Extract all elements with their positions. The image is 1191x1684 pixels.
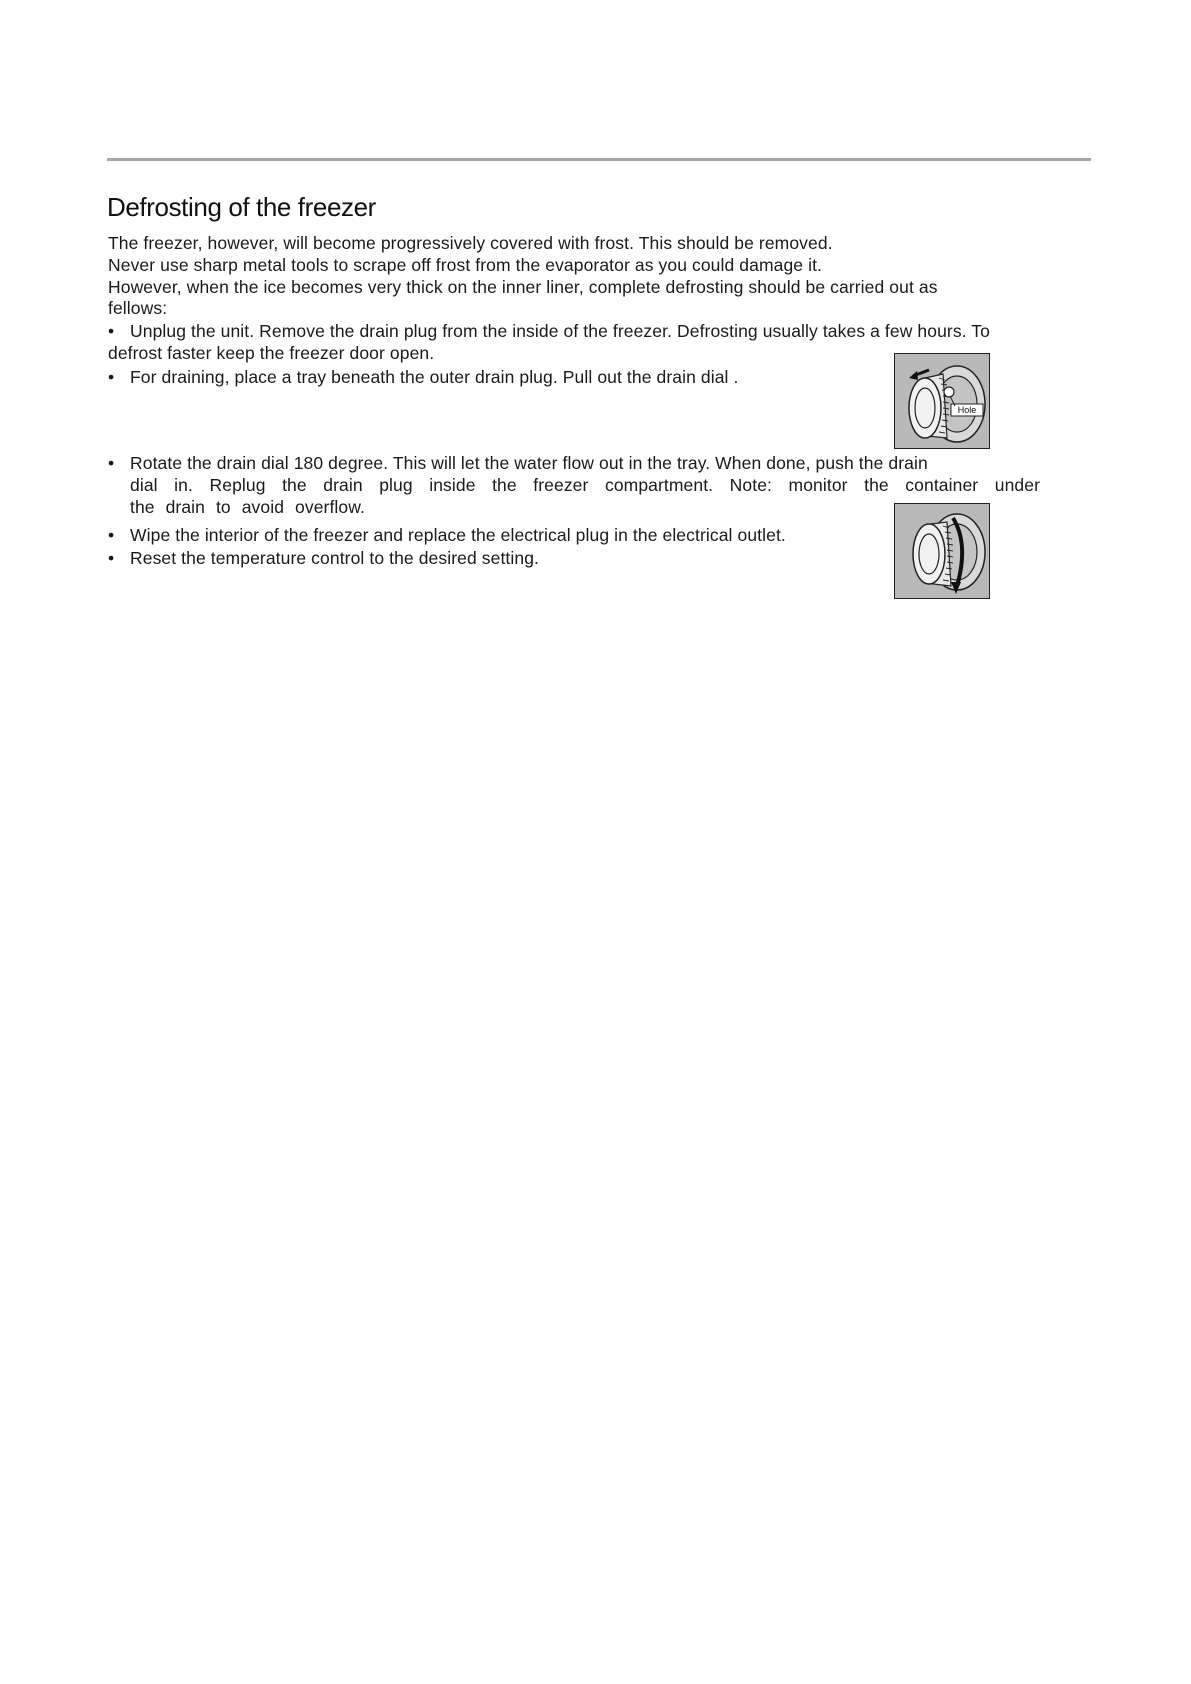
- top-divider: [107, 158, 1091, 161]
- bullet-glyph: •: [108, 548, 115, 568]
- drain-dial-pull-figure: [894, 353, 990, 449]
- bullet-rotate-line-2-wrap: [130, 474, 1040, 496]
- intro-line-4: fellows:: [108, 298, 168, 318]
- bullet-unplug-continuation: defrost faster keep the freezer door open.: [108, 343, 435, 363]
- page-title: Defrosting of the freezer: [107, 192, 376, 222]
- bullet-glyph: •: [108, 453, 115, 473]
- bullet-rotate-line-2: dial in. Replug the drain plug inside the freezer compartment. Note: monitor the container under: [130, 475, 1040, 495]
- bullet-draining-text: For draining, place a tray beneath the outer drain plug. Pull out the drain dial .: [130, 367, 739, 387]
- figure-hole-label: Hole: [957, 405, 977, 415]
- bullet-glyph: •: [108, 321, 115, 341]
- drain-dial-rotate-figure: [894, 503, 990, 599]
- bullet-rotate-line-3: the drain to avoid overflow.: [130, 497, 365, 517]
- bullet-rotate-text: Rotate the drain dial 180 degree. This will let the water flow out in the tray. When done, push the drain: [130, 453, 928, 473]
- intro-line-1: The freezer, however, will become progressively covered with frost. This should be removed.: [108, 233, 833, 253]
- bullet-unplug-text: Unplug the unit. Remove the drain plug from the inside of the freezer. Defrosting usually takes a few hours. To: [130, 321, 990, 341]
- bullet-glyph: •: [108, 525, 115, 545]
- drain-dial-pull-icon: [895, 354, 989, 448]
- bullet-reset-text: Reset the temperature control to the desired setting.: [130, 548, 539, 568]
- drain-dial-rotate-icon: [895, 504, 989, 598]
- intro-line-2: Never use sharp metal tools to scrape off frost from the evaporator as you could damage it.: [108, 255, 822, 275]
- bullet-wipe-text: Wipe the interior of the freezer and replace the electrical plug in the electrical outlet.: [130, 525, 786, 545]
- bullet-glyph: •: [108, 367, 115, 387]
- intro-line-3: However, when the ice becomes very thick on the inner liner, complete defrosting should be carried out as: [108, 277, 938, 297]
